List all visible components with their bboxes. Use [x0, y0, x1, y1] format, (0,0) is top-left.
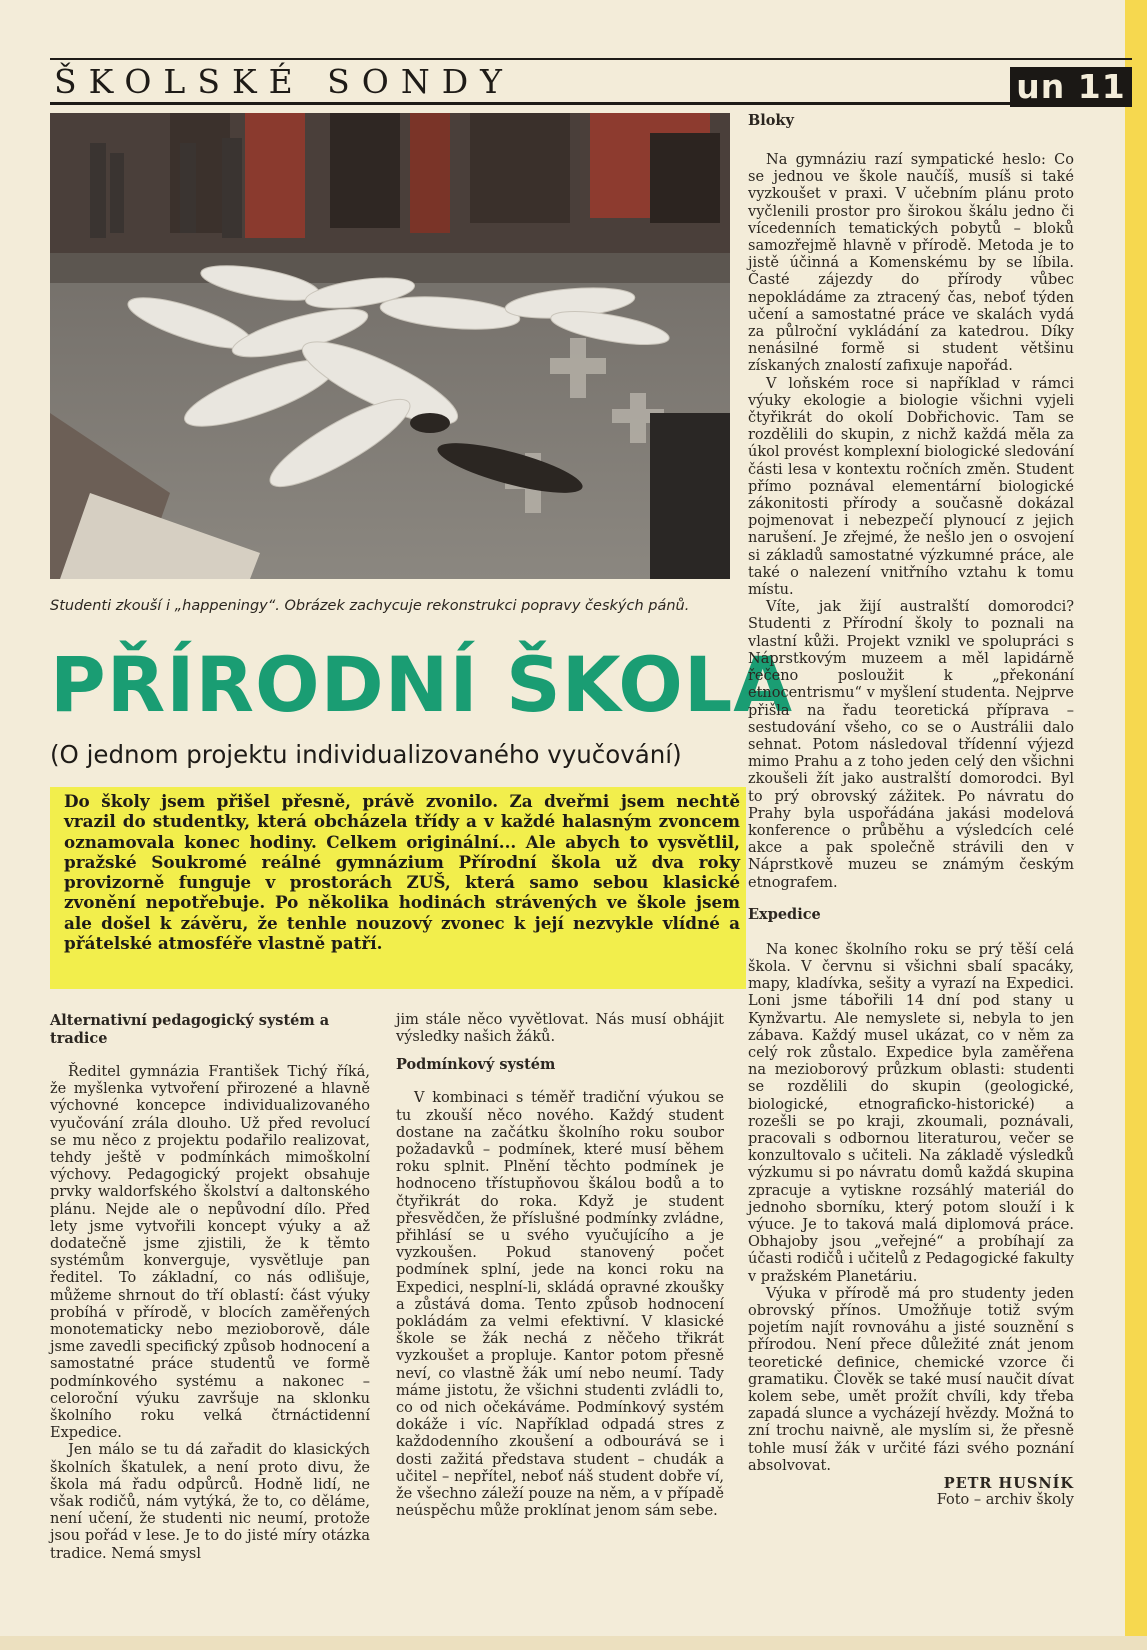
- article-subtitle: (O jednom projektu individualizovaného vyučování): [50, 740, 682, 769]
- col1-paragraph-1: Ředitel gymnázia František Tichý říká, že myšlenka vytvoření přirozené a hlavně výchovné koncepce individualizovaného vyučování zrála dlouho. Už před revolucí se mu něco z projektu podařilo realizovat, tehdy ještě v podmínkách mimoškolní výchovy. Pedagogický projekt obsahuje prvky waldorfského školství a daltonského plánu. Nejde ale o nepůvodní dílo. Před lety jsme vytvořili koncept výuky a až dodatečně jsme zjistili, že k těmto systémům konverguje, vysvětluje pan ředitel. To základní, co nás odlišuje, můžeme shrnout do tří oblastí: část výuky probíhá v přírodě, v blocích zaměřených monotematicky nebo mezioborově, dále jsme zavedli specifický způsob hodnocení a samostatné práce studentů ve formě podmínkového systému a nakonec – celoroční výuku završuje na sklonku školního roku velká čtrnáctidenní Expedice.: [50, 1064, 370, 1442]
- article-lead: Do školy jsem přišel přesně, právě zvonilo. Za dveřmi jsem nechtě vrazil do studentky, která obcházela třídy a v každé halasným zvoncem oznamovala konec hodiny. Celkem originální... Ale abych to vysvětlil, pražské Soukromé reálné gymnázium Přírodní škola už dva roky provizorně funguje v prostorách ZUŠ, která samo sebou klasické zvonění nepotřebuje. Po několika hodinách strávených ve škole jsem ale došel k závěru, že tenhle nouzový zvonec k její nezvykle vlídné a přátelské atmosféře vlastně patří.: [50, 787, 746, 989]
- header-bottom-rule: [50, 102, 1010, 105]
- header-top-rule: [50, 58, 1132, 60]
- section-title: ŠKOLSKÉ SONDY: [54, 62, 514, 101]
- col3-heading-expedice: Expedice: [748, 905, 821, 923]
- col3-paragraph-3: Víte, jak žijí australští domorodci? Studenti z Přírodní školy to poznali na vlastní kůži. Projekt vznikl ve spolupráci s Náprstkovým muzeem a měl lapidárně řečeno posloužit k „překonání etnocentrismu“ v myšlení studenta. Nejprve přišla na řadu teoretická příprava – sestudování všeho, co se o Austrálii dalo sehnat. Potom následoval třídenní výjezd mimo Prahu a z toho jeden celý den všichni zkoušeli žít jako australští domorodci. Byl to prý obrovský zážitek. Po návratu do Prahy byla uspořádána jakási modelová konference o průběhu a výsledcích celé akce a pak společně strávili den v Náprstkově muzeu se známým českým etnografem.: [748, 599, 1074, 891]
- photo-illustration: [50, 113, 730, 579]
- col1-paragraph-2: Jen málo se tu dá zařadit do klasických školních škatulek, a není proto divu, že škola má řadu odpůrců. Hodně lidí, ne však rodičů, nám vytýká, že to, co děláme, není učení, že studenti nic neumí, protože jsou pořád v lese. Je to do jisté míry otázka tradice. Nemá smysl: [50, 1442, 370, 1562]
- author-byline: PETR HUSNÍK: [943, 1475, 1074, 1493]
- col3-paragraph-4: Na konec školního roku se prý těší celá škola. V červnu si všichni sbalí spacáky, mapy, kladívka, sešity a vyrazí na Expedici. Loni jsme tábořili 14 dní pod stany u Kynžvartu. Ale nemyslete si, nebyla to jen zábava. Každý musel ukázat, co v něm za celý rok zůstalo. Expedice byla zaměřena na mezioborový průzkum oblasti: studenti se rozdělili do skupin (geologické, biologické, etnograficko-historické) a rozešli se po kraji, zkoumali, poznávali, pracovali s odbornou literaturou, večer se konzultovalo s učiteli. Na základě výsledků výzkumu si po návratu domů každá skupina zpracuje a vytiskne rozsáhlý materiál do jednoho sborníku, který potom slouží i k výuce. Je to taková malá diplomová práce. Obhajoby jsou „veřejné“ a probíhají za účasti rodičů i učitelů z Pedagogické fakulty v pražském Planetáriu.: [748, 941, 1074, 1285]
- col3-paragraph-5: Výuka v přírodě má pro studenty jeden obrovský přínos. Umožňuje totiž svým pojetím najít rovnováhu a jisté souznění s přírodou. Není přece důležité znát jenom teoretické definice, chemické vzorce či gramatiku. Člověk se také musí naučit dívat kolem sebe, umět prožít chvíli, kdy třeba zapadá slunce a vycházejí hvězdy. Možná to zní trochu naivně, ale myslím si, že přesně tohle musí žák v určité fázi svého poznání absolvovat.: [748, 1285, 1074, 1474]
- column-1: [50, 1012, 370, 1563]
- col2-heading: Podmínkový systém: [396, 1056, 556, 1074]
- col2-paragraph-1: V kombinaci s téměř tradiční výukou se tu zkouší něco nového. Každý student dostane na začátku školního roku soubor požadavků – podmínek, které musí během roku splnit. Plnění těchto podmínek je hodnoceno třístupňovou škálou bodů a to čtyřikrát do roka. Když je student přesvědčen, že příslušné podmínky zvládne, přihlásí se u svého vyučujícího a je vyzkoušen. Pokud stanovený počet podmínek splní, jede na konci roku na Expedici, nesplní-li, skládá opravné zkoušky a zůstává doma. Tento způsob hodnocení pokládám za velmi efektivní. V klasické škole se žák nechá z něčeho třikrát vyzkoušet a propluje. Kantor potom přesně neví, co vlastně žák umí nebo neumí. Tady máme jistotu, že všichni studenti zvládli to, co od nich očekáváme. Podmínkový systém dokáže i víc. Například odpadá stres z každodenního zkoušení a odbourává se i dosti zažitá představa student – chudák a učitel – nepřítel, neboť náš student dobře ví, že všechno záleží pouze na něm, a v případě neúspěchu může proklínat jenom sám sebe.: [396, 1090, 724, 1520]
- page-edge-bottom: [0, 1636, 1147, 1650]
- col1-heading: Alternativní pedagogický systém a tradice: [50, 1012, 330, 1047]
- col3-heading-bloky: Bloky: [748, 112, 794, 129]
- article-photo: [50, 113, 730, 579]
- col3-paragraph-1: Na gymnáziu razí sympatické heslo: Co se jednou ve škole naučíš, musíš si také vyzkoušet v praxi. V učebním plánu proto vyčlenili prostor pro širokou škálu jedno či vícedenních tematických pobytů – bloků samozřejmě hlavně v přírodě. Metoda je to jistě účinná a Komenskému by se líbila. Časté zájezdy do přírody vůbec nepokládáme za ztracený čas, neboť týden učení a samostatné práce ve skalách vydá za půlroční vykládání za katedrou. Díky nenásilné formě si student většinu získaných znalostí zafixuje napořád.: [748, 152, 1074, 375]
- col3-paragraph-2: V loňském roce si například v rámci výuky ekologie a biologie všichni vyjeli čtyřikrát do okolí Dobřichovic. Tam se rozdělili do skupin, z nichž každá měla za úkol provést komplexní biologické sledování části lesa v kontextu ročních změn. Student přímo poznával elementární biologické zákonitosti přírody a současně dokázal pojmenovat i nebezpečí plynoucí z jejich narušení. Je zřejmé, že nešlo jen o osvojení si základů samostatné výzkumné práce, ale také o nalezení vnitřního vztahu k tomu místu.: [748, 375, 1074, 599]
- page-edge-yellow: [1125, 0, 1147, 1650]
- article-title: PŘÍRODNÍ ŠKOLA: [50, 640, 794, 729]
- page-number-badge: un 11: [1010, 67, 1132, 107]
- photo-caption: Studenti zkouší i „happeningy“. Obrázek zachycuje rekonstrukci popravy českých pánů.: [50, 598, 690, 614]
- column-2: [396, 1012, 724, 1520]
- column-3: [748, 112, 1074, 1509]
- col2-continuation: jim stále něco vyvětlovat. Nás musí obhájit výsledky našich žáků.: [396, 1012, 724, 1046]
- photo-credit: Foto – archiv školy: [936, 1492, 1074, 1509]
